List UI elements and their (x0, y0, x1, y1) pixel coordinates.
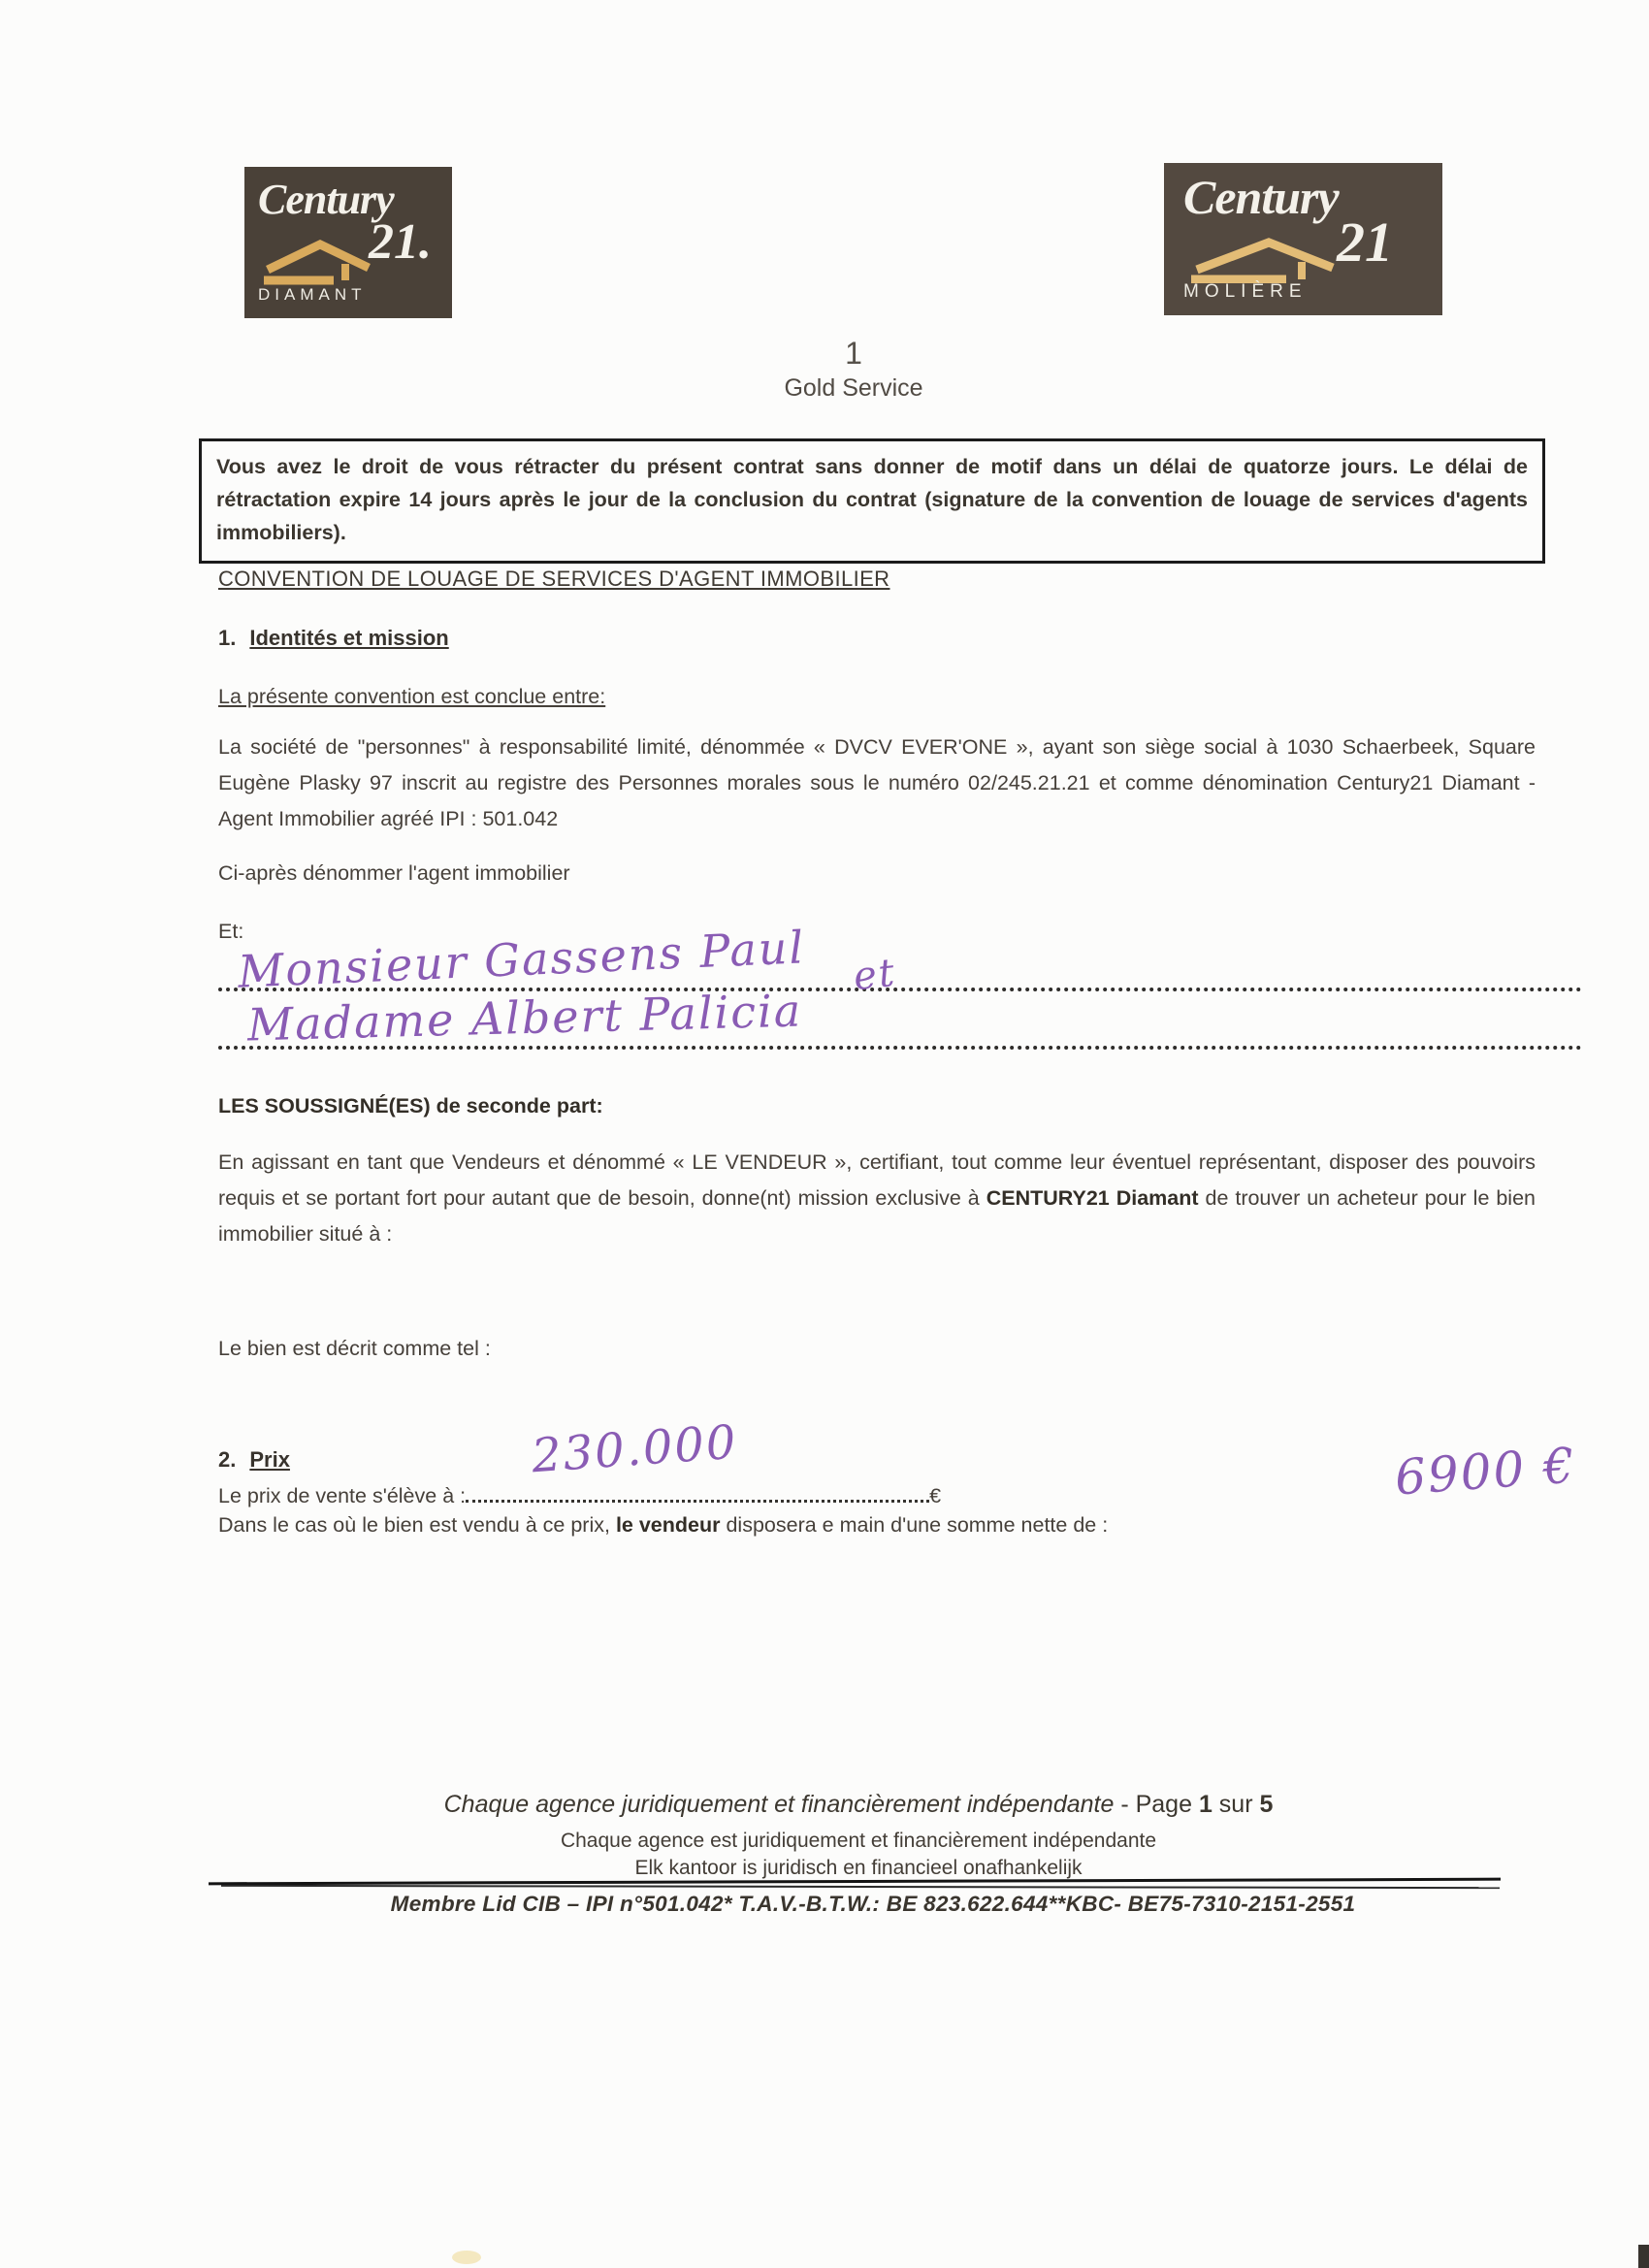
footer-page-current: 1 (1198, 1791, 1212, 1818)
net-text-before: Dans le cas où le bien est vendu à ce prix, (218, 1513, 616, 1537)
logo-brand-text: Century (258, 176, 394, 223)
sale-price-line (218, 1478, 941, 1508)
house-roof-icon (260, 237, 376, 285)
agency-name-label: MOLIÈRE (1183, 281, 1308, 302)
scan-corner-mark (1638, 2245, 1649, 2268)
intro-line: La présente convention est conclue entre: (218, 685, 606, 708)
section1-heading-text: Identités et mission (249, 626, 449, 650)
logo-21-text: 21 (1337, 211, 1393, 274)
party1-paragraph: La société de "personnes" à responsabilité limité, dénommée « DVCV EVER'ONE », ayant son siège social à 1030 Schaerbeek, Square Eugène Plasky 97 inscrit au registre des Personnes morales sous le numéro 02/245.21.21 et comme dénomination Century21 Diamant - Agent Immobilier agréé IPI : 501.042 (218, 735, 1536, 830)
section2-heading (218, 1447, 290, 1473)
handwritten-name-2: Madame Albert Palicia (246, 984, 803, 1052)
footer-tagline-italic: Chaque agence juridiquement et financièrement indépendante (443, 1791, 1115, 1818)
soussigne-line: LES SOUSSIGNÉ(ES) de seconde part: (218, 1094, 603, 1118)
footer-page-total: 5 (1259, 1791, 1274, 1818)
century21-moliere-logo (1164, 163, 1442, 315)
section2-heading-text: Prix (249, 1447, 290, 1472)
vendor-paragraph (218, 1145, 1536, 1252)
vendor-bold-century21: CENTURY21 Diamant (986, 1186, 1199, 1210)
agency-name-label: DIAMANT (258, 285, 367, 304)
retraction-notice-text: Vous avez le droit de vous rétracter du présent contrat sans donner de motif dans un délai de quatorze jours. Le délai de rétractation expire 14 jours après le jour de la conclusion du contrat (signature de la convention de louage de services d'agents immobiliers). (216, 455, 1528, 544)
handwritten-price: 230.000 (530, 1414, 740, 1484)
agent-denomination-line: Ci-après dénommer l'agent immobilier (218, 861, 570, 885)
handwritten-et: et (851, 950, 899, 1000)
gold-service-label: Gold Service (784, 374, 923, 402)
euro-sign: € (929, 1483, 942, 1507)
net-text-after: disposera e main d'une somme nette de : (720, 1513, 1109, 1537)
scan-smudge (452, 2251, 481, 2264)
net-bold-vendeur: le vendeur (615, 1513, 721, 1537)
footer-page-sep1: - Page (1114, 1791, 1199, 1818)
logo-brand-text: Century (1183, 170, 1339, 224)
logo-21-text: 21. (369, 214, 432, 270)
section2-number: 2. (218, 1447, 237, 1472)
property-description-line: Le bien est décrit comme tel : (218, 1337, 491, 1360)
price-label: Le prix de vente s'élève à : (218, 1483, 467, 1507)
retraction-notice-box (199, 438, 1545, 564)
footer-page-sep2: sur (1212, 1791, 1260, 1818)
house-roof-icon (1187, 235, 1342, 283)
footer-rule-bottom (221, 1885, 1500, 1889)
vendor-text-before: En agissant en tant que Vendeurs et dénommé « LE VENDEUR », certifiant, tout comme leur éventuel représentant, disposer des pouvoirs requis et se portant fort pour autant que de besoin, donne(nt) mission exclusive à (218, 1150, 1536, 1210)
et-label: Et: (218, 920, 244, 943)
section1-number: 1. (218, 626, 237, 650)
vendor-text-after: de trouver un acheteur pour le bien immobilier situé à : (218, 1186, 1536, 1246)
footer-line-fr: Chaque agence est juridiquement et financièrement indépendante (560, 1830, 1157, 1852)
membre-cib-line: Membre Lid CIB – IPI n°501.042* T.A.V.-B.T.W.: BE 823.622.644**KBC- BE75-7310-2151-2551 (390, 1892, 1356, 1916)
section1-heading (218, 626, 449, 651)
footer-tagline-line (58, 1791, 1649, 1819)
century21-diamant-logo (244, 167, 452, 318)
page-number: 1 (845, 336, 862, 371)
net-sum-line (218, 1513, 1108, 1538)
handwritten-net-sum: 6900 € (1393, 1437, 1578, 1507)
handwritten-name-1: Monsieur Gassens Paul (237, 921, 807, 998)
footer-line-nl: Elk kantoor is juridisch en financieel onafhankelijk (634, 1857, 1083, 1879)
document-title: CONVENTION DE LOUAGE DE SERVICES D'AGENT IMMOBILIER (218, 567, 890, 591)
